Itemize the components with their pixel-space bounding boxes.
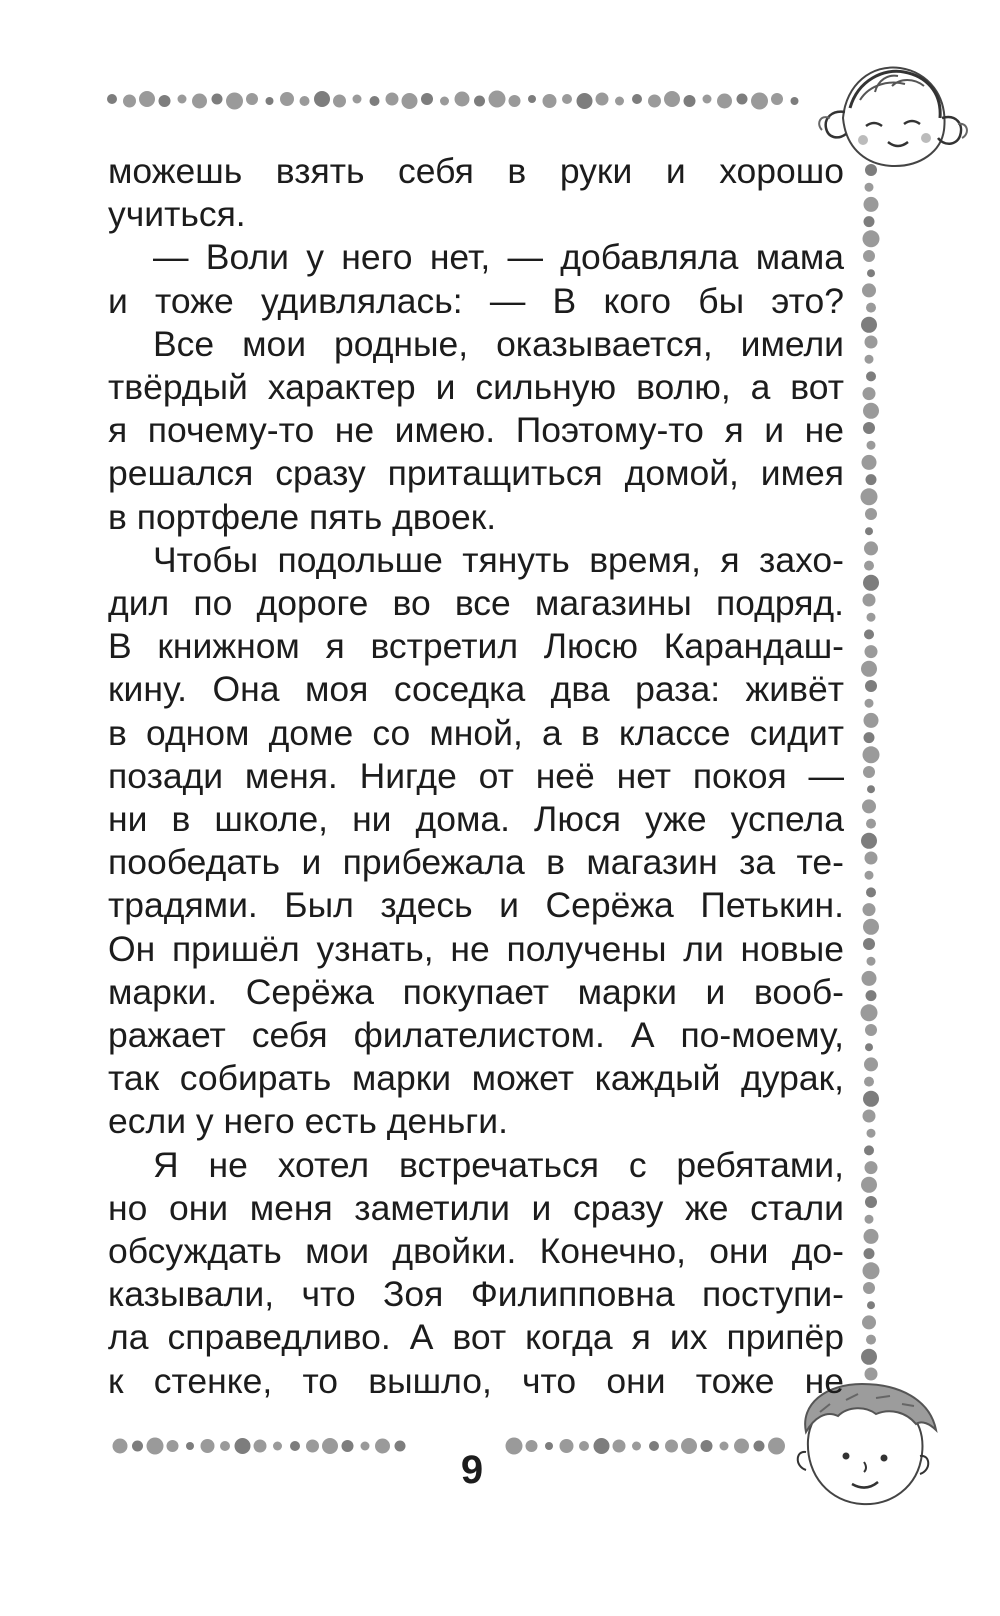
border-dot bbox=[632, 1442, 641, 1451]
text-line: марки. Серёжа покупает марки и вооб- bbox=[108, 971, 844, 1012]
border-dot bbox=[865, 355, 874, 364]
border-dot bbox=[386, 93, 399, 106]
text-line: Я не хотел встречаться с ребятами, bbox=[153, 1144, 844, 1185]
border-dot bbox=[220, 1441, 230, 1451]
border-dot bbox=[664, 91, 680, 107]
border-dot bbox=[342, 1440, 354, 1452]
border-dot bbox=[314, 91, 330, 107]
border-dot bbox=[861, 833, 877, 849]
border-dot bbox=[246, 93, 258, 105]
border-dot bbox=[768, 1438, 785, 1455]
text-line: дил по дороге во все магазины подряд. bbox=[108, 583, 844, 624]
border-dot bbox=[577, 93, 593, 109]
border-dot bbox=[703, 95, 712, 104]
border-dot bbox=[867, 957, 876, 966]
border-dot bbox=[751, 93, 768, 110]
text-line: решался сразу притащиться домой, имея bbox=[108, 453, 844, 494]
border-dot bbox=[192, 94, 207, 109]
border-dot bbox=[681, 1438, 697, 1454]
text-line: ни в школе, ни дома. Люся уже успела bbox=[108, 799, 844, 840]
border-dot bbox=[861, 1004, 878, 1021]
border-dot bbox=[864, 732, 875, 743]
text-line: кину. Она моя соседка два раза: живёт bbox=[108, 669, 844, 710]
border-dot bbox=[594, 1438, 610, 1454]
text-line: ла справедливо. А вот когда я их припёр bbox=[108, 1317, 844, 1358]
border-dot bbox=[489, 91, 506, 108]
border-dot bbox=[720, 1442, 729, 1451]
text-line: пообедать и прибежала в магазин за те- bbox=[108, 842, 844, 883]
border-dot bbox=[226, 93, 243, 110]
border-dot bbox=[864, 541, 878, 555]
border-dot bbox=[867, 1301, 875, 1309]
border-dot bbox=[754, 1441, 765, 1452]
border-dot bbox=[737, 94, 748, 105]
right-dot-border bbox=[861, 164, 880, 1381]
text-line: в портфеле пять двоек. bbox=[108, 496, 497, 537]
border-dot bbox=[596, 93, 609, 106]
text-line: но они меня заметили и сразу же стали bbox=[108, 1187, 844, 1228]
border-dot bbox=[421, 93, 433, 105]
border-dot bbox=[440, 97, 449, 106]
border-dot bbox=[862, 1315, 876, 1329]
border-dot bbox=[455, 92, 470, 107]
border-dot bbox=[864, 216, 875, 227]
border-dot bbox=[866, 819, 876, 829]
border-dot bbox=[543, 94, 557, 108]
border-dot bbox=[861, 317, 877, 333]
border-dot bbox=[123, 95, 136, 108]
border-dot bbox=[862, 971, 877, 986]
border-dot bbox=[864, 1077, 874, 1087]
border-dot bbox=[865, 1024, 877, 1036]
border-dot bbox=[863, 1262, 880, 1279]
border-dot bbox=[613, 1440, 626, 1453]
border-dot bbox=[863, 575, 879, 591]
border-dot bbox=[866, 474, 877, 485]
border-dot bbox=[734, 1439, 749, 1454]
border-dot bbox=[865, 336, 878, 349]
border-dot bbox=[370, 96, 380, 106]
top-dot-border bbox=[107, 91, 799, 110]
border-dot bbox=[863, 403, 879, 419]
border-dot bbox=[864, 561, 874, 571]
border-dot bbox=[306, 1440, 319, 1453]
border-dot bbox=[865, 645, 878, 658]
text-line: в одном доме со мной, а в классе сидит bbox=[108, 712, 844, 753]
border-dot bbox=[863, 938, 875, 950]
border-dot bbox=[402, 93, 418, 109]
border-dot bbox=[861, 488, 878, 505]
border-dot bbox=[865, 1215, 874, 1224]
border-dot bbox=[147, 1438, 164, 1455]
border-dot bbox=[864, 1145, 874, 1155]
border-dot bbox=[866, 303, 876, 313]
border-dot bbox=[395, 1441, 406, 1452]
border-dot bbox=[375, 1439, 390, 1454]
border-dot bbox=[862, 455, 877, 470]
border-dot bbox=[290, 1441, 300, 1451]
border-dot bbox=[545, 1442, 553, 1450]
border-dot bbox=[865, 1196, 877, 1208]
border-dot bbox=[771, 93, 783, 105]
border-dot bbox=[474, 96, 485, 107]
text-line: Чтобы подольше тянуть время, я захо- bbox=[153, 539, 844, 580]
border-dot bbox=[649, 1441, 659, 1451]
text-line: казывали, что Зоя Филипповна поступи- bbox=[108, 1274, 844, 1315]
border-dot bbox=[863, 1282, 875, 1294]
border-dot bbox=[665, 1440, 678, 1453]
text-line: твёрдый характер и сильную волю, а вот bbox=[108, 367, 844, 408]
text-line: и тоже удивлялась: — В кого бы это? bbox=[108, 280, 844, 321]
border-dot bbox=[212, 94, 223, 105]
border-dot bbox=[560, 1439, 574, 1453]
border-dot bbox=[867, 1129, 876, 1138]
border-dot bbox=[863, 422, 875, 434]
border-dot bbox=[864, 713, 879, 728]
text-line: позади меня. Нигде от неё нет покоя — bbox=[108, 755, 844, 796]
border-dot bbox=[864, 629, 874, 639]
border-dot bbox=[863, 230, 880, 247]
border-dot bbox=[579, 1441, 589, 1451]
border-dot bbox=[159, 95, 171, 107]
border-dot bbox=[300, 96, 310, 106]
border-dot bbox=[863, 766, 875, 778]
border-dot bbox=[509, 95, 521, 107]
border-dot bbox=[701, 1440, 713, 1452]
border-dot bbox=[866, 990, 877, 1001]
border-dot bbox=[863, 746, 880, 763]
text-line: — Воли у него нет, — добавляла мама bbox=[153, 237, 844, 278]
text-line: Он пришёл узнать, не получены ли новые bbox=[108, 928, 844, 969]
border-dot bbox=[865, 680, 877, 692]
border-dot bbox=[717, 94, 732, 109]
text-line: обсуждать мои двойки. Конечно, они до- bbox=[108, 1231, 844, 1272]
border-dot bbox=[167, 1440, 179, 1452]
border-dot bbox=[867, 613, 876, 622]
border-dot bbox=[865, 527, 873, 535]
border-dot bbox=[863, 387, 876, 400]
border-dot bbox=[865, 183, 874, 192]
border-dot bbox=[866, 1335, 876, 1345]
border-dot bbox=[266, 97, 274, 105]
border-dot bbox=[863, 1091, 879, 1107]
border-dot bbox=[865, 508, 877, 520]
border-dot bbox=[254, 1440, 267, 1453]
border-dot bbox=[132, 1441, 143, 1452]
border-dot bbox=[866, 371, 876, 381]
border-dot bbox=[861, 1177, 877, 1193]
border-dot bbox=[632, 94, 642, 104]
border-dot bbox=[273, 1442, 282, 1451]
border-dot bbox=[684, 95, 696, 107]
border-dot bbox=[648, 95, 661, 108]
border-dot bbox=[178, 95, 187, 104]
border-dot bbox=[861, 661, 877, 677]
border-dot bbox=[863, 919, 879, 935]
border-dot bbox=[864, 197, 879, 212]
text-line: учиться. bbox=[108, 194, 246, 235]
text-line: так собирать марки может каждый дурак, bbox=[108, 1058, 844, 1099]
text-line: Все мои родные, оказывается, имели bbox=[153, 323, 844, 364]
border-dot bbox=[865, 1043, 873, 1051]
border-dot bbox=[615, 97, 624, 106]
border-dot bbox=[353, 95, 362, 104]
border-dot bbox=[235, 1438, 251, 1454]
border-dot bbox=[113, 1439, 128, 1454]
border-dot bbox=[361, 1442, 370, 1451]
text-line: я почему-то не имею. Поэтому-то я и не bbox=[108, 410, 844, 451]
border-dot bbox=[866, 887, 876, 897]
border-dot bbox=[333, 95, 346, 108]
border-dot bbox=[280, 92, 294, 106]
border-dot bbox=[526, 1440, 538, 1452]
text-line: если у него есть деньги. bbox=[108, 1101, 508, 1142]
border-dot bbox=[322, 1438, 338, 1454]
border-dot bbox=[528, 95, 536, 103]
border-dot bbox=[865, 699, 874, 708]
border-dot bbox=[865, 164, 877, 176]
border-dot bbox=[864, 1229, 879, 1244]
text-line: традями. Был здесь и Серёжа Петькин. bbox=[108, 885, 844, 926]
border-dot bbox=[201, 1439, 215, 1453]
border-dot bbox=[865, 871, 874, 880]
border-dot bbox=[791, 97, 799, 105]
border-dot bbox=[865, 1161, 878, 1174]
body-text bbox=[108, 150, 844, 1403]
text-line: ражает себя филателистом. А по-моему, bbox=[108, 1015, 844, 1056]
border-dot bbox=[107, 94, 117, 104]
page-number: 9 bbox=[460, 1448, 484, 1492]
text-line: В книжном я встретил Люсю Карандаш- bbox=[108, 626, 844, 667]
border-dot bbox=[861, 1349, 877, 1365]
border-dot bbox=[862, 283, 876, 297]
border-dot bbox=[186, 1442, 194, 1450]
border-dot bbox=[862, 799, 876, 813]
border-dot bbox=[865, 1368, 878, 1381]
text-line: к стенке, то вышло, что они тоже не bbox=[108, 1360, 844, 1401]
text-line: можешь взять себя в руки и хорошо bbox=[108, 151, 844, 191]
border-dot bbox=[863, 250, 875, 262]
border-dot bbox=[863, 594, 876, 607]
border-dot bbox=[139, 91, 155, 107]
border-dot bbox=[863, 1110, 876, 1123]
border-dot bbox=[867, 441, 876, 450]
border-dot bbox=[867, 785, 875, 793]
border-dot bbox=[864, 1248, 875, 1259]
border-dot bbox=[867, 269, 875, 277]
border-dot bbox=[863, 903, 876, 916]
border-dot bbox=[865, 852, 878, 865]
border-dot bbox=[562, 94, 572, 104]
border-dot bbox=[864, 1057, 878, 1071]
